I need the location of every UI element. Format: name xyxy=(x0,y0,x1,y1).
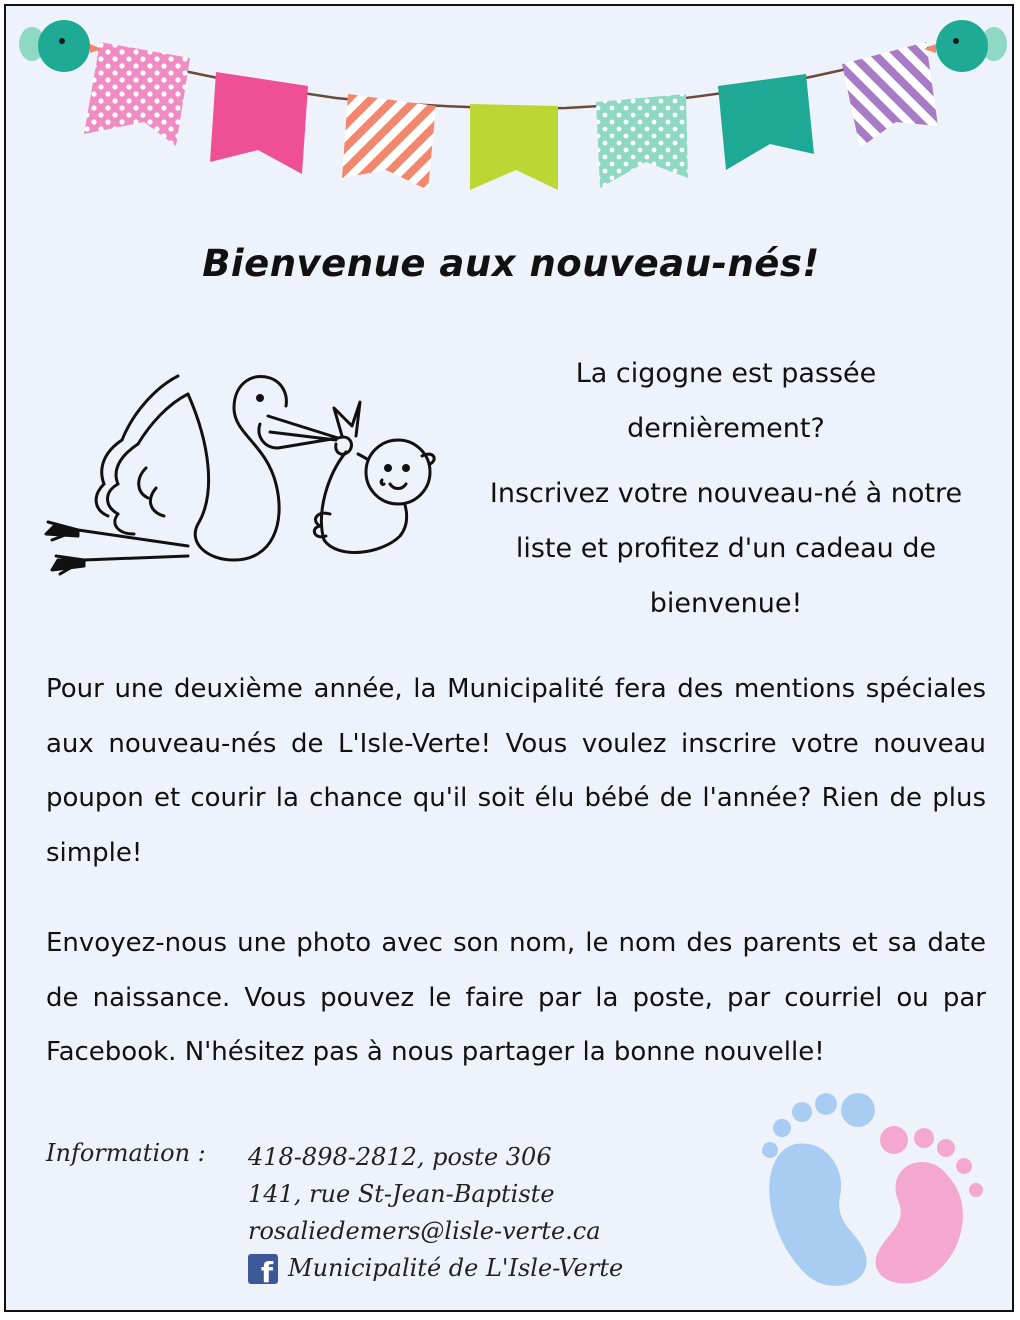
intro-line: dernièrement? xyxy=(627,413,825,444)
paragraph-instructions xyxy=(46,916,986,1080)
bird-left-icon xyxy=(19,20,102,72)
bird-right-icon xyxy=(924,20,1007,72)
intro-line: Inscrivez votre nouveau-né à notre xyxy=(489,478,963,509)
info-lines xyxy=(248,1139,623,1287)
bunting-flags-icon xyxy=(6,6,1016,206)
intro-line: liste et profitez d'un cadeau de xyxy=(515,533,937,564)
paragraph-text: Pour une deuxième année, la Municipalité fera des mentions spéciales aux nouveau-nés de L'Isle-Verte! Vous voulez inscrire votre nouveau poupon et courir la chance qu'il soit élu bébé de l'année? Rien de plus simple! xyxy=(46,674,986,868)
info-phone: 418-898-2812, poste 306 xyxy=(248,1143,552,1171)
intro-block xyxy=(476,346,976,631)
stork-with-baby-icon xyxy=(38,364,448,596)
pink-foot-icon xyxy=(876,1126,983,1284)
paragraph-text: Envoyez-nous une photo avec son nom, le nom des parents et sa date de naissance. Vous pouvez le faire par la poste, par courriel ou par Facebook. N'hésitez pas à nous partager la bonne nouvelle! xyxy=(46,928,986,1067)
info-address: 141, rue St-Jean-Baptiste xyxy=(248,1180,555,1208)
facebook-icon: f xyxy=(248,1254,278,1284)
blue-foot-icon xyxy=(762,1093,875,1286)
facebook-page-name: Municipalité de L'Isle-Verte xyxy=(288,1254,624,1282)
baby-footprints-icon xyxy=(748,1086,988,1286)
intro-line: bienvenue! xyxy=(649,588,803,619)
info-email[interactable]: rosaliedemers@lisle-verte.ca xyxy=(248,1217,601,1245)
poster xyxy=(4,4,1014,1312)
paragraph-announcement xyxy=(46,662,986,880)
page-title: Bienvenue aux nouveau-nés! xyxy=(202,242,820,285)
info-facebook[interactable] xyxy=(248,1250,623,1287)
intro-line: La cigogne est passée xyxy=(575,358,877,389)
info-label: Information : xyxy=(46,1139,206,1167)
